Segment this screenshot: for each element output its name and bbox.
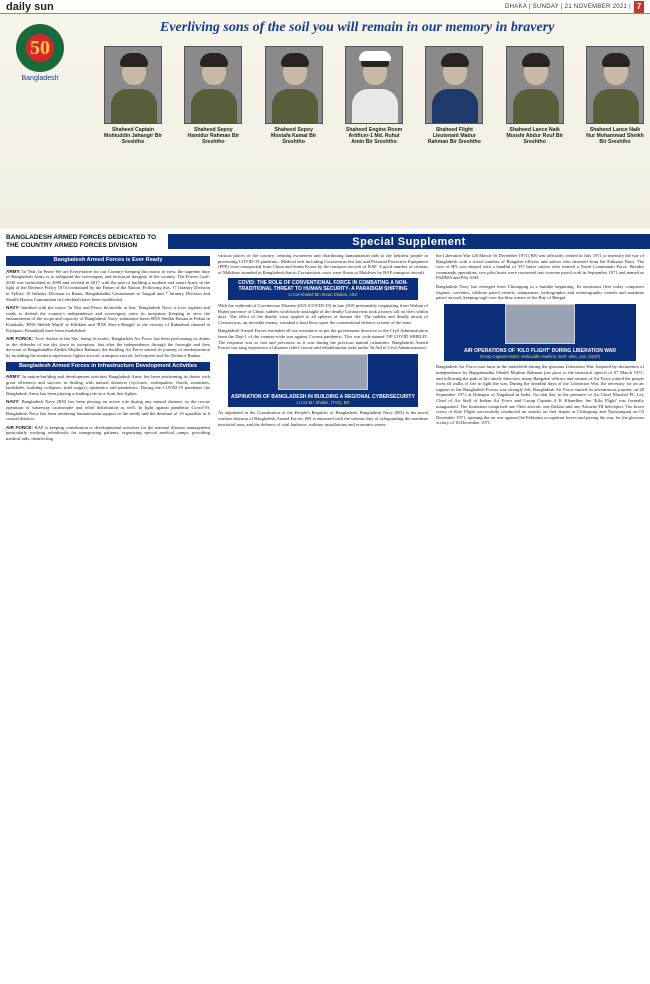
kilo-flight-photo bbox=[505, 304, 575, 344]
paragraph bbox=[6, 399, 210, 421]
cybersecurity-photo bbox=[278, 354, 368, 390]
portrait-caption: Shaheed Sepoy Mostafa Kamal Bir Sreshtho bbox=[271, 127, 317, 146]
special-supplement-title: Special Supplement bbox=[352, 235, 466, 248]
edition-line: DHAKA | SUNDAY | 21 NOVEMBER 2021 | bbox=[505, 3, 631, 10]
column-2 bbox=[218, 253, 428, 981]
paragraph: As stipulated in the Constitution of the People's Republic of Bangladesh, Bangladesh Navy (BN) is the naval warfare division of Bangladesh Armed Forces. BN is entrusted with the solemn duty of safeguarding the maritime territorial area, and the defence of vital harbours, military installations and economic zones. bbox=[218, 410, 428, 427]
martyr-portrait bbox=[345, 46, 403, 224]
paragraph bbox=[6, 305, 210, 333]
lead-airforce: AIR FORCE: bbox=[6, 336, 34, 342]
cybersecurity-article-title: ASPIRATION OF BANGLADESH IN BUILDING A REGIONAL CYBERSECURITY bbox=[231, 393, 415, 400]
golden-jubilee-logo bbox=[8, 18, 72, 82]
portrait-photo bbox=[184, 46, 242, 124]
portrait-photo bbox=[506, 46, 564, 124]
supplement-bar bbox=[0, 234, 650, 249]
portraits-row bbox=[104, 46, 644, 224]
kilo-flight-article-title: AIR OPERATIONS OF 'KILO FLIGHT' DURING LIBERATION WAR bbox=[464, 347, 616, 354]
lead-army: ARMY: bbox=[6, 268, 21, 274]
kilo-flight-article-author: Group Captain Mohd. Mohiuddin Hashmi, BUP, afwc, psc, GD(P) bbox=[479, 353, 601, 359]
hero-banner bbox=[0, 14, 650, 229]
martyr-portrait bbox=[265, 46, 323, 224]
martyr-portrait bbox=[586, 46, 644, 224]
subheading-ever-ready: Bangladesh Armed Forces is Ever Ready bbox=[6, 256, 210, 266]
page-number: 7 bbox=[634, 1, 644, 13]
text-army-2: In nation-building and development activities Bangladesh Army has been performing its duties with great efficiency and success in dealing with natural disasters (cyclones, earthquakes, floods, tornadoes, landslides, building collapses, tidal surges), epidemics and pandemics. During the COVID-19 pandemic the Bangladesh Army has been playing a leading role as a front line fighter. bbox=[6, 374, 210, 396]
covid-article-author: Lt Col Khaled Bin Imran Dhalah, AEC bbox=[288, 292, 358, 298]
paragraph: various places of the country, creating awareness and distributing humanitarian aids to the helpless people in preventing COVID-19 pandemic. Medical aids including Coronavirus test kits and Personal Protective Equipment (PPE) were transported from China and South Korea by the transport aircraft of BAF. A good number of citizens of Maldives stranded in Bangladesh due to Coronavirus crisis were flown to Maldives by BAF transport aircraft. bbox=[218, 253, 428, 275]
portrait-caption: Shaheed Flight Lieutenant Matiur Rahman Bir Sreshtho bbox=[427, 127, 481, 146]
banner-title: Everliving sons of the soil you will remain in our memory in bravery bbox=[160, 20, 555, 35]
logo-number: 50 bbox=[30, 37, 50, 59]
text-navy-2: Bangladesh Navy (BN) has been playing an active role during any natural disaster, in the rescue operation of waterway catastrophe and relief distribution as well. In fight against pandemic Covid-19, Bangladesh Navy has been rendering humanitarian support to the needy and the destitute of 19 upazillas in 6 coastal districts. bbox=[6, 399, 210, 422]
subheading-infrastructure: Bangladesh Armed Forces in Infrastructure Development Activities bbox=[6, 362, 210, 372]
martyr-portrait bbox=[104, 46, 162, 224]
martyr-portrait bbox=[506, 46, 564, 224]
covid-article-title: COVID: THE ROLE OF CONVENTIONAL FORCE IN COMBATING A NON-TRADITIONAL THREAT TO HUMAN SECURITY- A PARADIGM SHIFTING bbox=[238, 280, 408, 293]
martyr-portrait bbox=[184, 46, 242, 224]
logo-caption: Bangladesh bbox=[21, 75, 59, 82]
martyr-portrait bbox=[425, 46, 483, 224]
paragraph bbox=[6, 374, 210, 396]
paragraph bbox=[6, 269, 210, 303]
portrait-photo bbox=[345, 46, 403, 124]
lead-navy-2: NAVY: bbox=[6, 399, 20, 405]
text-army: In 'War, In Peace We are Everywhere for our Country'-keeping this motto in view, the supreme duty of Bangladesh Army is to safeguard the sovereignty and territorial integrity of the country. The Forces Goal-2030 was formulated in 2009 and revised in 2017 with the aim of building a modern and smart Army in the light of the Defence Policy 1974 formulated by the Father of the Nation. Following this, 17 Infantry Division in Sylhet, 10 Infantry Division in Ramu, Bangabandhu Cantonment in Tangail and 7 Infantry Division and Sheikh Hasina Cantonment in Lebukhali have been established. bbox=[6, 268, 210, 302]
paragraph: Bangladesh Navy has emerged from Chittagong in a humble beginning. Its enormous fleet today comprises frigates, corvettes, offshore patrol vessels, submarines, hydrographic and oceanographic vessels and maritime patrol aircraft, keeping vigil over the blue waters of the Bay of Bengal. bbox=[436, 283, 644, 301]
left-column-heading: BANGLADESH ARMED FORCES DEDICATED TO THE COUNTRY ARMED FORCES DIVISION bbox=[6, 234, 157, 249]
jubilee-emblem-icon bbox=[8, 18, 72, 82]
paragraph: Bangladesh Armed Forces extended all-out assistance as per the government directive to the Civil Administration from the Day-1 of the country-wide war against Corona pandemic. This war code named 'OP COVID SHIELD'. The response was so fast and pervasive as it was during the previous natural calamities. Bangladesh Armed Forces has long experience of disaster relief, rescue and rehabilitation tasks under 'In Aid to Civil Administration'. bbox=[218, 328, 428, 351]
cybersecurity-article-author: Lt Col M I Shakin, (TAS), BN bbox=[296, 399, 350, 405]
text-airforce: 'Ever Awake in the Sky' being its motto, Bangladesh Air Force has been performing its duties as the defender of our sky since its inception. Just after the independence through the foresight and firm decision of Bangabandhu Sheikh Mujibur Rahman, the building Air Force started its journey of modernization by including the modern supersonic fighter aircraft, transport aircraft, helicopters and Air Defence Radars. bbox=[6, 336, 210, 358]
lead-airforce-2: AIR FORCE: bbox=[6, 424, 34, 430]
lead-army-2: ARMY: bbox=[6, 374, 21, 380]
text-airforce-2: BAF is keeping contribution to developmental activities for the national disaster management particularly working relentlessly for transporting patients, organizing special medical camps, providing medical aids, disinfecting bbox=[6, 424, 210, 442]
special-supplement-banner bbox=[168, 234, 650, 249]
portrait-caption: Shaheed Captain Mohiuddin Jahangir Bir Sreshtho bbox=[104, 127, 162, 146]
paragraph bbox=[6, 425, 210, 442]
portrait-photo bbox=[586, 46, 644, 124]
covid-article-header bbox=[228, 278, 418, 300]
paragraph: Bangladesh Air Force was born in the battlefield during the glorious Liberation War. Inspired by declaration of independence by Bangabandhu Sheikh Mujibur Rahman just prior to the historical speech of 07 March 1971, and following the path of his timely direction, many Bangalee officers and airmen of Air Force joined the people from all walks of life to fight the war. During the dreadful days of the Liberation War, the necessity for an air support to the Bangladesh Forces was strongly felt. Bangladesh Air Force started its adventurous journey on 28 September 1971 at Dimapur of Nagaland in India. On that day, in the presence of Air Chief Marshal PC Lal, Chief of Air Staff of Indian Air Force and Group Captain A K Khandker, the 'Kilo Flight' was formally inaugurated. The formation comprised one Otter aircraft, one Dakota and one Alouette-III helicopter. The brave crews of Kilo Flight successfully conducted air attacks on fuel depots at Chittagong and Narayanganj on 03 December 1971, opening the air war against the Pakistani occupation forces and paving the way for the glorious victory of 16 December 1971. bbox=[436, 364, 644, 426]
lead-navy: NAVY: bbox=[6, 305, 20, 311]
column-1 bbox=[6, 253, 210, 981]
brand-logo[interactable]: daily sun bbox=[6, 0, 54, 13]
column-3 bbox=[436, 253, 644, 981]
portrait-caption: Shaheed Sepoy Hamidur Rahman Bir Sreshtho bbox=[187, 127, 240, 146]
text-navy: Imbibed with the motto 'In War and Peace Invincible at Sea,' Bangladesh Navy is ever vigilant and ready to defend the country's independence and sovereignty since its inception. Keeping in view the enhancement of the scope and capacity of Bangladesh Navy, submarine bases BNS Sheikh Hasina at Pekua in Kutubdia, 'BNS Sheikh Mujib' at Khilkhet and 'BNS Sher-e-Bangla' in the vicinity of Rabnabad channel at Kalapara, Patuakhali have been established. bbox=[6, 305, 210, 333]
kilo-flight-article-header bbox=[444, 304, 636, 362]
portrait-caption: Shaheed Engine Room Artificer-1 Md. Ruhul Amin Bir Sreshtho bbox=[345, 127, 403, 146]
left-heading-wrap bbox=[0, 234, 168, 249]
portrait-caption: Shaheed Lance Naik Munshi Abdur Rouf Bir Sreshtho bbox=[506, 127, 563, 146]
portrait-photo bbox=[425, 46, 483, 124]
paragraph: With the outbreak of Coronavirus Disease-2019 (COVID-19) in late 2019 presumably originating from Wuhan of Hubei province of China, sudden worldwide onslaught of the deadly Coronavirus took a heavy toll on lives within days. The effect of the deadly virus rippled to all spheres of human life. The sudden and deadly attack of Coronavirus, an invisible enemy, wreaked a hard blow upon the conventional defence system of the state. bbox=[218, 302, 428, 325]
portrait-caption: Shaheed Lance Naik Nur Mohammad Sheikh Bir Sreshtho bbox=[586, 127, 644, 146]
masthead bbox=[0, 0, 650, 14]
paragraph bbox=[6, 336, 210, 358]
portrait-photo bbox=[104, 46, 162, 124]
paragraph: the Liberation War (26 March-16 December 1971) BN was officially created in July 1971 to intensify the war of Bangladesh with a trivial number of Bangalee officers and sailors who deserted from the Pakistan Navy. The core of BN was shaped with a handful of 357 brave sailors who formed a Naval Commando Force. Besides commando operations, two pilot boats were converted into riverine patrol craft in September 1971 and named as PADMA and PALASH. bbox=[436, 253, 644, 281]
portrait-photo bbox=[265, 46, 323, 124]
cybersecurity-article-header bbox=[228, 354, 418, 408]
